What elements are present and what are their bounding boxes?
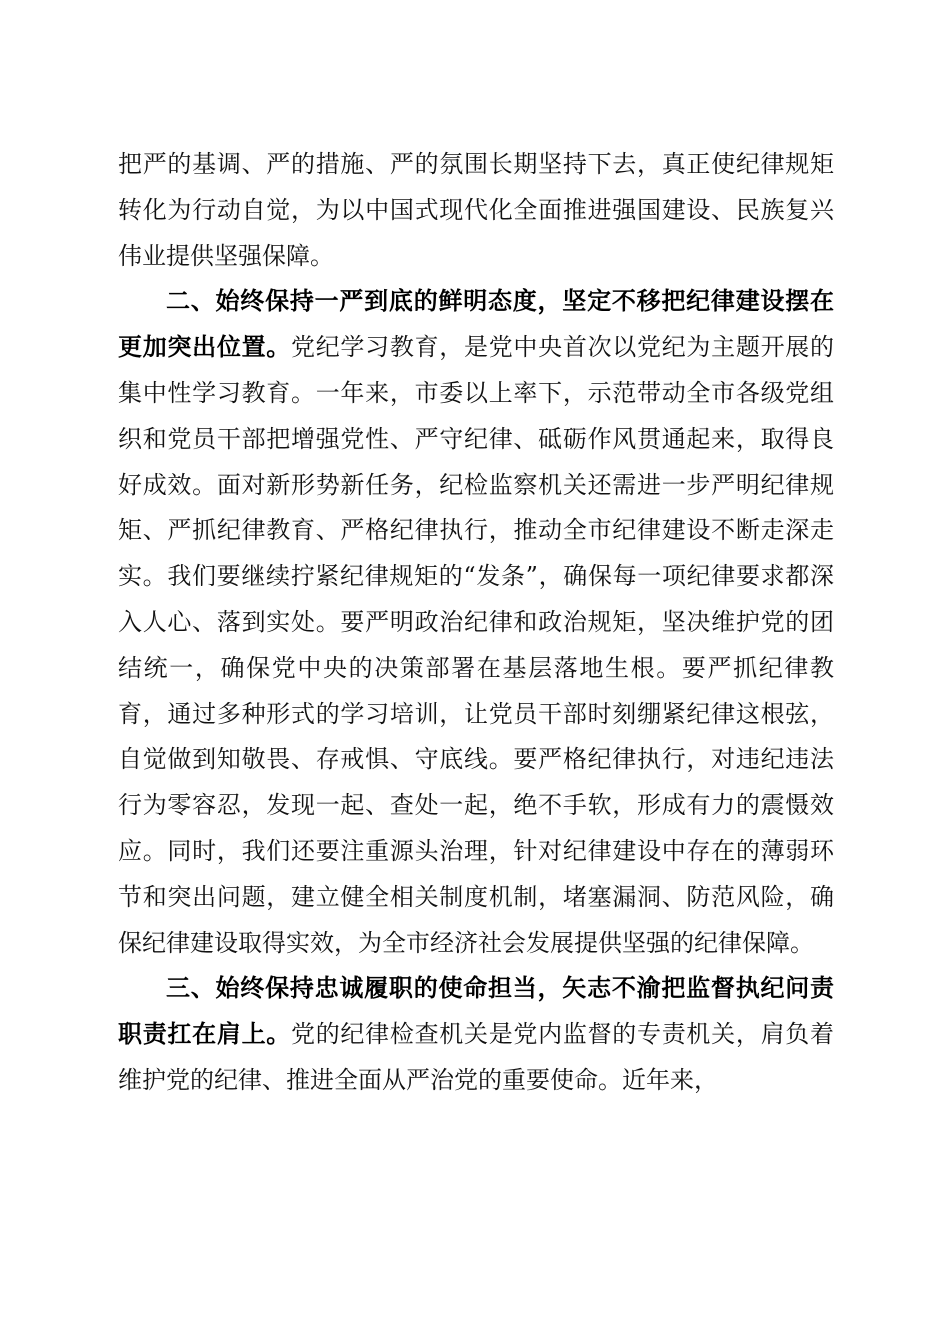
paragraph-body: 党的纪律检查机关是党内监督的专责机关，肩负着维护党的纪律、推进全面从严治党的重要使命。近年来， [118,1020,834,1094]
document-page [118,142,834,1104]
paragraph-body: 把严的基调、严的措施、严的氛围长期坚持下去，真正使纪律规矩转化为行动自觉，为以中国式现代化全面推进强国建设、民族复兴伟业提供坚强保障。 [118,150,834,270]
paragraph-section-two [118,279,834,966]
section-heading: 二、始终保持一严到底的鲜明态度，坚定不移把纪律建设摆在更加突出位置。 [118,287,834,362]
paragraph-section-three [118,966,834,1103]
section-heading: 三、始终保持忠诚履职的使命担当，矢志不渝把监督执纪问责职责扛在肩上。 [118,974,834,1049]
paragraph-continuation [118,142,834,279]
paragraph-body: 党纪学习教育，是党中央首次以党纪为主题开展的集中性学习教育。一年来，市委以上率下，示范带动全市各级党组织和党员干部把增强党性、严守纪律、砥砺作风贯通起来，取得良好成效。面对新形势新任务，纪检监察机关还需进一步严明纪律规矩、严抓纪律教育、严格纪律执行，推动全市纪律建设不断走深走实。我们要继续拧紧纪律规矩的“发条”，确保每一项纪律要求都深入人心、落到实处。要严明政治纪律和政治规矩，坚决维护党的团结统一，确保党中央的决策部署在基层落地生根。要严抓纪律教育，通过多种形式的学习培训，让党员干部时刻绷紧纪律这根弦，自觉做到知敬畏、存戒惧、守底线。要严格纪律执行，对违纪违法行为零容忍，发现一起、查处一起，绝不手软，形成有力的震慑效应。同时，我们还要注重源头治理，针对纪律建设中存在的薄弱环节和突出问题，建立健全相关制度机制，堵塞漏洞、防范风险，确保纪律建设取得实效，为全市经济社会发展提供坚强的纪律保障。 [118,333,834,957]
